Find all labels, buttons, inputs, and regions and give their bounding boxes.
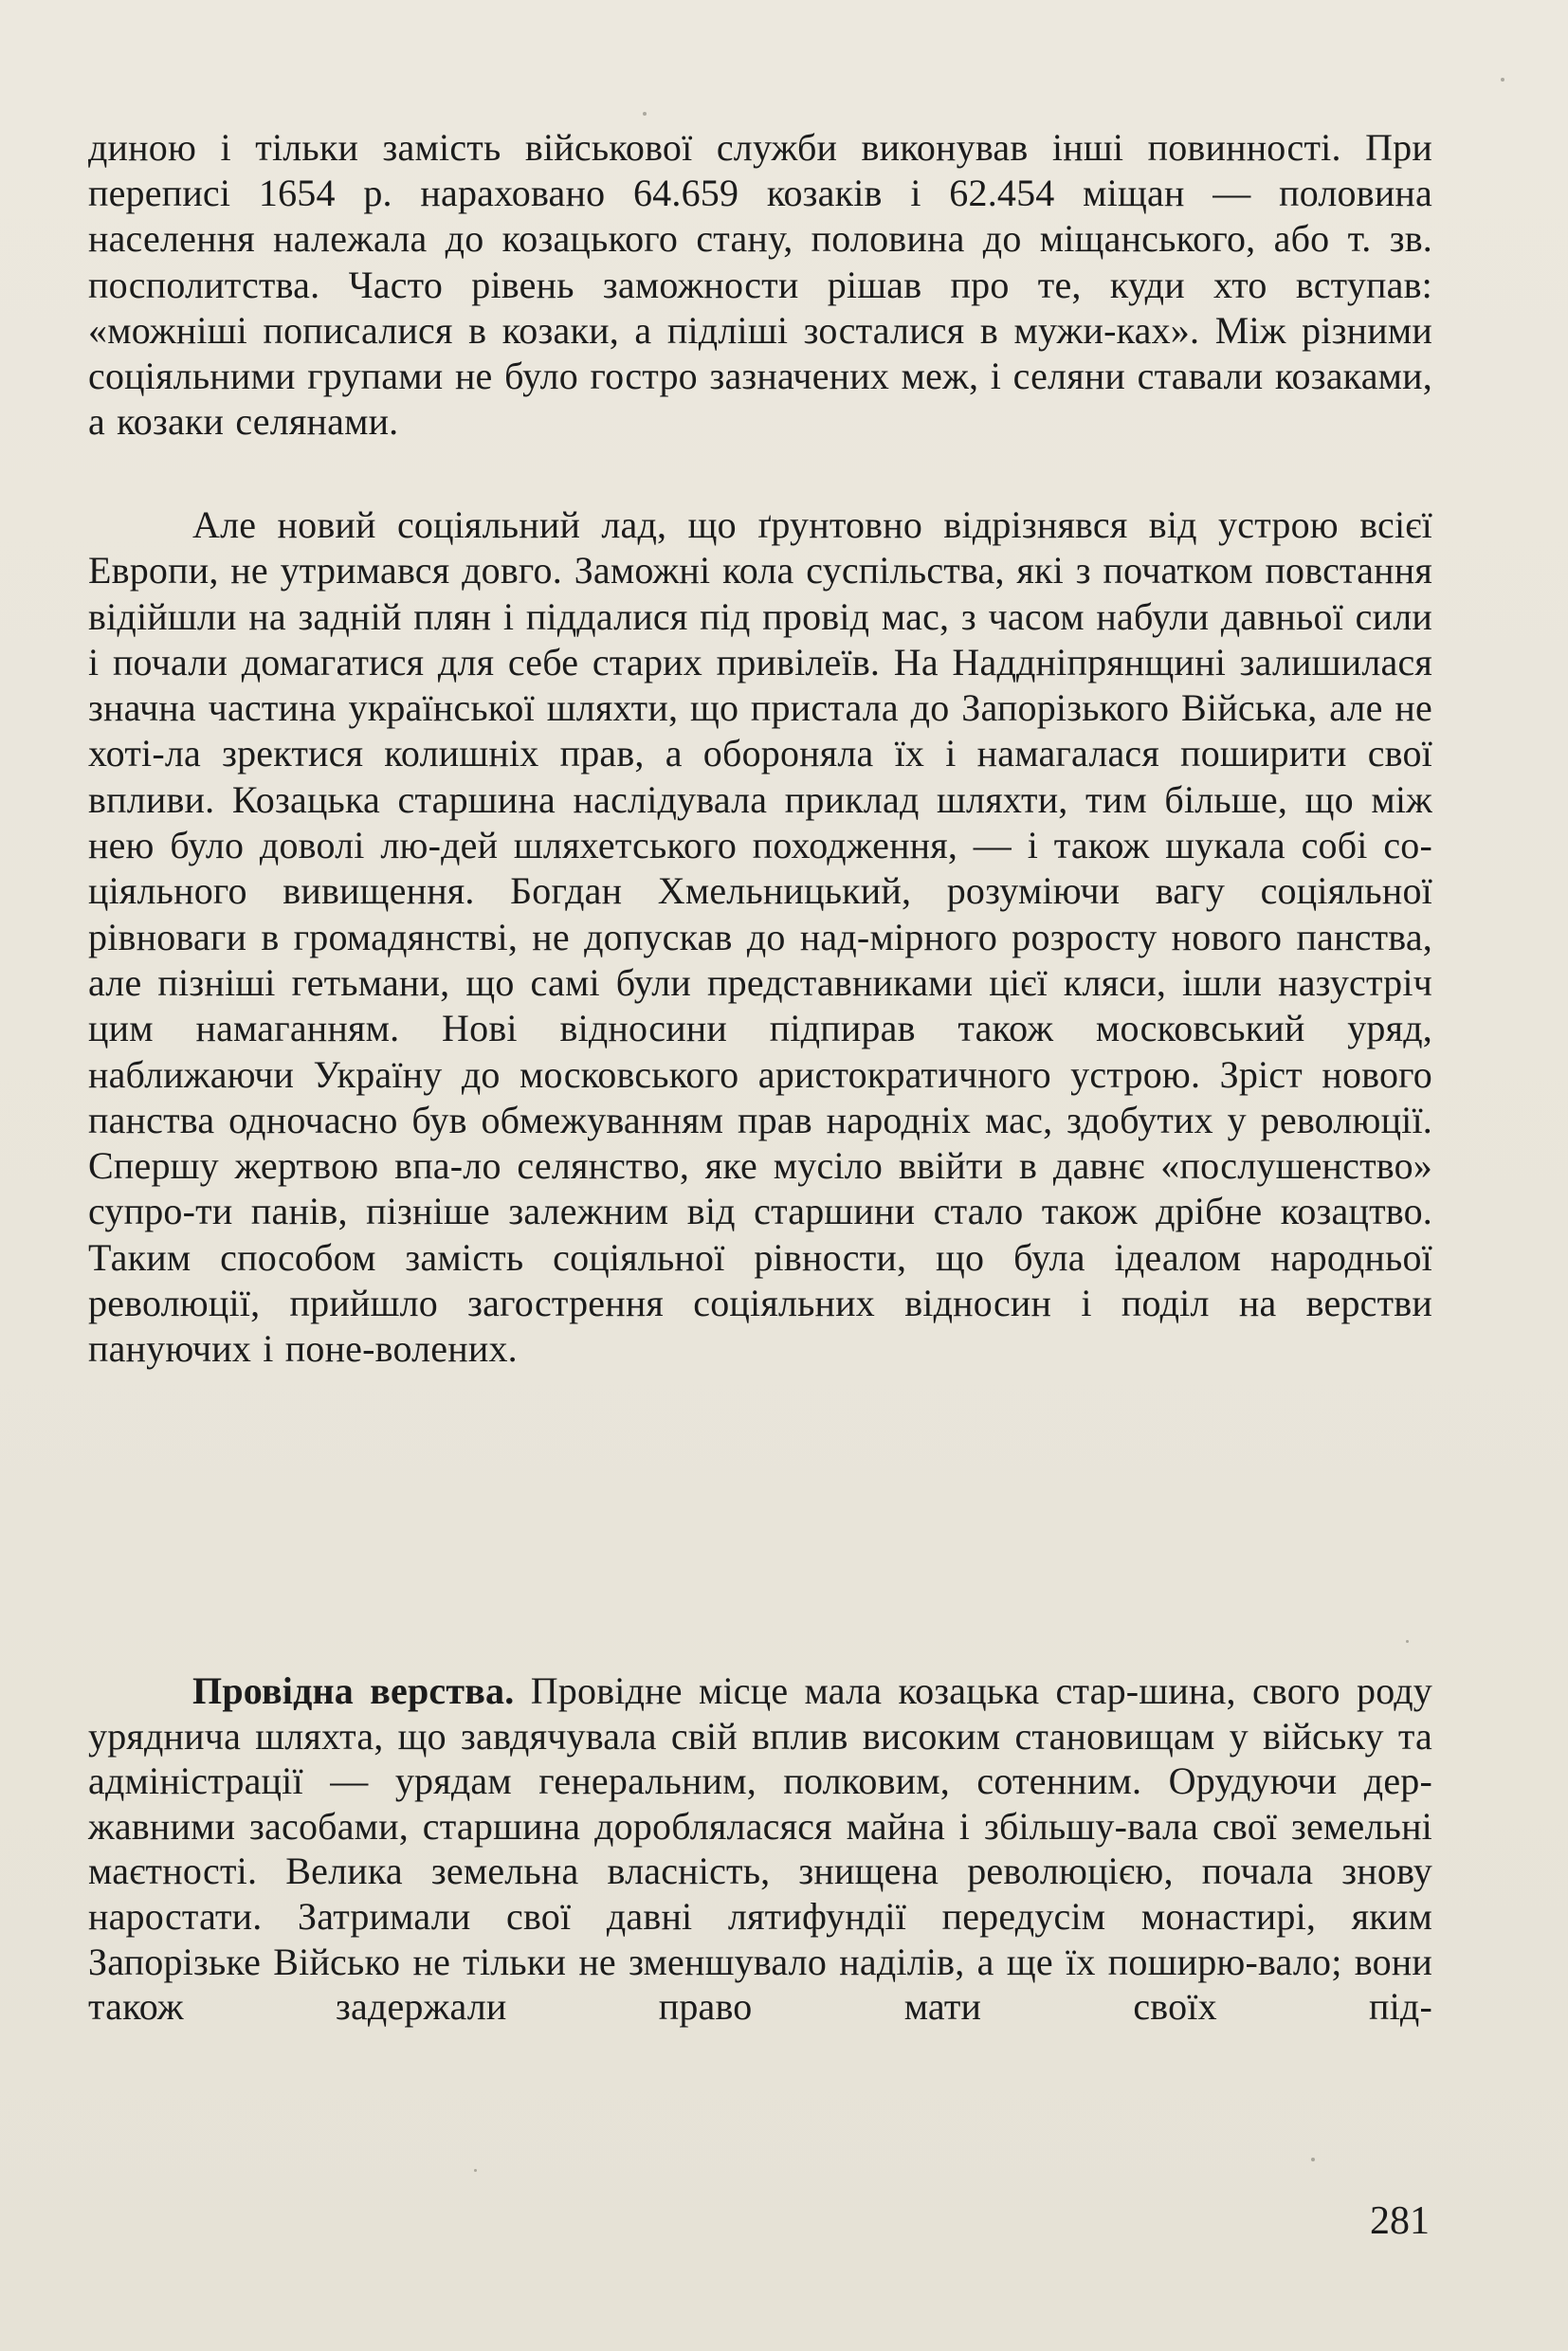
paragraph-1: диною і тільки замість військової служби виконував інші повинності. При переписі 1654 р. нараховано 64.659 козаків і 62.454 міщан — половина населення належала до козацького стану, половина до міщанського, або т. зв. посполитства. Часто рівень заможности рішав про те, куди хто вступав: «можніші пописалися в козаки, а підліші зосталися в мужи-ках». Між різними соціяльними групами не було гостро зазначених меж, і селяни ставали козаками, а козаки селянами. [88,126,1432,444]
paper-speck [1406,1640,1409,1643]
section-heading: Провідна верства. [192,1669,515,1712]
paper-speck [1311,2158,1315,2161]
paper-speck [1501,78,1504,82]
paper-speck [643,112,647,116]
paper-speck [474,2169,477,2172]
section-paragraph [88,1668,1432,2030]
page-number: 281 [1370,2199,1430,2243]
section-text: Провідне місце мала козацька стар-шина, свого роду уряднича шляхта, що завдячувала свій вплив високим становищам у війську та адміністрації — урядам генеральним, полковим, сотенним. Орудуючи дер-жавними засобами, старшина доробляласяся майна і збільшу-вала свої земельні маєтності. Велика земельна власність, знищена революцією, почала знову наростати. Затримали свої давні лятифундії передусім монастирі, яким Запорізьке Військо не тільки не зменшувало наділів, а ще їх поширю-вало; вони також задержали право мати своїх під- [88,1669,1432,2029]
paragraph-2: Але новий соціяльний лад, що ґрунтовно відрізнявся від устрою всієї Европи, не утримався довго. Заможні кола суспільства, які з початком повстання відійшли на задній плян і піддалися під провід мас, з часом набули давньої сили і почали домагатися для себе старих привілеїв. На Наддніпрянщині залишилася значна частина української шляхти, що пристала до Запорізького Війська, але не хоті-ла зректися колишніх прав, а обороняла їх і намагалася поширити свої впливи. Козацька старшина наслідувала приклад шляхти, тим більше, що між нею було доволі лю-дей шляхетського походження, — і також шукала собі со-ціяльного вивищення. Богдан Хмельницький, розуміючи вагу соціяльної рівноваги в громадянстві, не допускав до над-мірного розросту нового панства, але пізніші гетьмани, що самі були представниками цієї кляси, ішли назустріч цим намаганням. Нові відносини підпирав також московський уряд, наближаючи Україну до московського аристократичного устрою. Зріст нового панства одночасно був обмежуванням прав народніх мас, здобутих у революції. Спершу жертвою впа-ло селянство, яке мусіло ввійти в давнє «послушенство» супро-ти панів, пізніше залежним від старшини стало також дрібне козацтво. Таким способом замість соціяльної рівности, що була ідеалом народньої революції, прийшло загострення соціяльних відносин і поділ на верстви пануючих і поне-волених. [88,503,1432,1371]
